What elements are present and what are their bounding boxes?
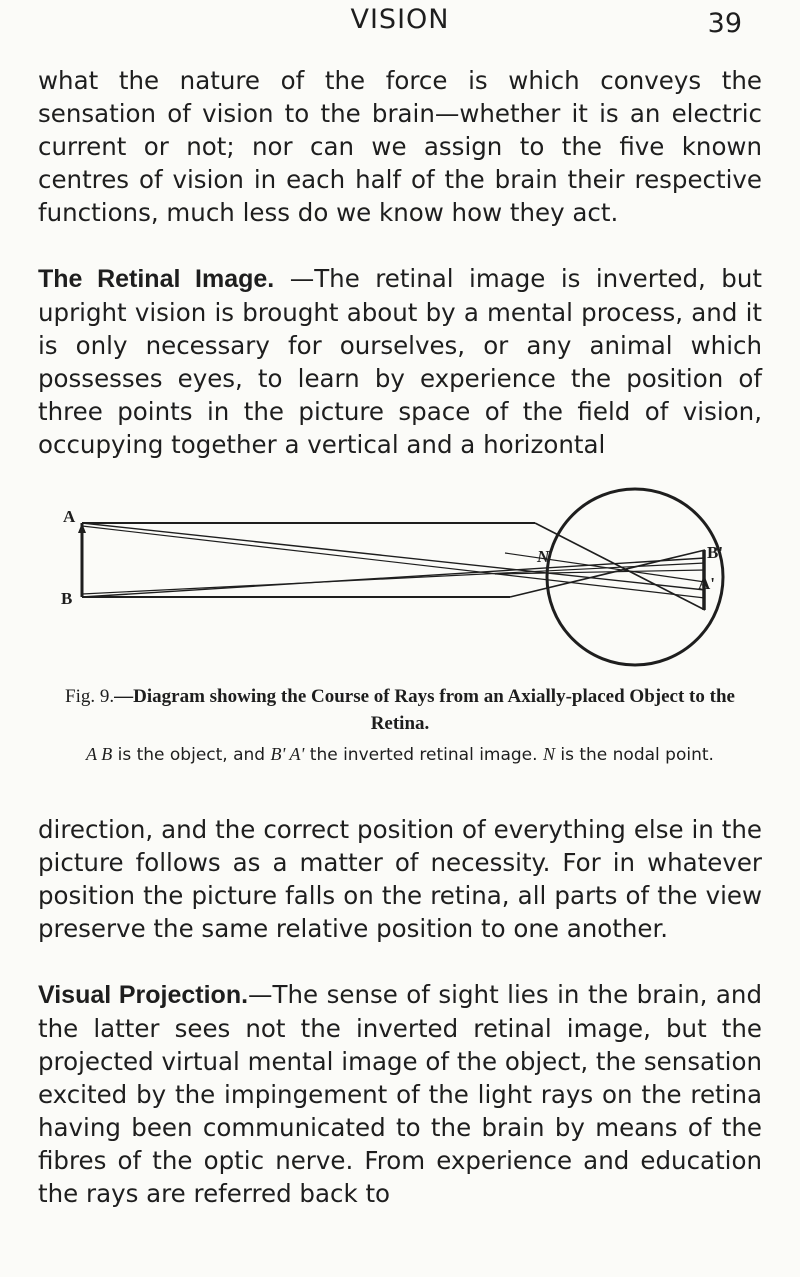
paragraph-1: what the nature of the force is which conveys the sensation of vision to the brain—whether it is an electric current or not; nor can we assign to the five known centres of vision in each half of the brain their respective functions, much less do we know how they act. [38, 66, 762, 227]
figure-ray-diagram [55, 462, 745, 672]
ray-diagram [55, 462, 745, 672]
label-a-prime: A' [698, 574, 715, 593]
figure-caption [60, 683, 740, 737]
legend-ab: A B [86, 744, 113, 764]
label-b: B [61, 589, 73, 608]
paragraph-retinal-image [38, 262, 762, 461]
figure-number: Fig. 9. [65, 686, 115, 707]
figure-title: —Diagram showing the Course of Rays from an Axially-placed Object to the Retina. [114, 686, 735, 734]
page-number: 39 [707, 8, 742, 39]
running-head: VISION [350, 4, 450, 35]
page-header [0, 4, 800, 44]
section-heading-retinal-image: The Retinal Image. [38, 265, 275, 293]
legend-text-1: is the object, and [112, 745, 271, 765]
label-n-nodal-point: N [537, 547, 550, 566]
paragraph-visual-projection-body: —The sense of sight lies in the brain, and the latter sees not the inverted retinal image, but the projected virtual mental image of the object, the sensation excited by the impingement of the light rays on the retina having been communicated to the brain by means of the fibres of the optic nerve. From experience and education the rays are referred back to [38, 980, 763, 1208]
paragraph-retinal-image-body: —The retinal image is inverted, but upright vision is brought about by a mental process, and it is only necessary for ourselves, or any animal which possesses eyes, to learn by experience the position of three points in the picture space of the field of vision, occupying together a vertical and a horizontal [38, 264, 762, 459]
eyeball-outline [547, 489, 723, 665]
ray-a-central [82, 523, 705, 590]
legend-n: N [542, 744, 555, 764]
figure-legend [50, 743, 750, 766]
legend-text-2: the inverted retinal image. [304, 745, 543, 765]
paragraph-3: direction, and the correct position of everything else in the picture follows as a matter of necessity. For in whatever position the picture falls on the retina, all parts of the view preserve the same relative position to one another. [38, 815, 762, 943]
legend-text-3: is the nodal point. [554, 745, 714, 765]
legend-ba-prime: B' A' [270, 744, 305, 764]
label-a: A [63, 507, 76, 526]
paragraph-visual-projection [38, 978, 762, 1210]
ray-b-central [82, 558, 705, 597]
section-heading-visual-projection: Visual Projection. [38, 981, 249, 1009]
label-b-prime: B' [707, 543, 724, 562]
object-arrow-head [78, 523, 86, 533]
ray-b-upper [82, 563, 705, 594]
